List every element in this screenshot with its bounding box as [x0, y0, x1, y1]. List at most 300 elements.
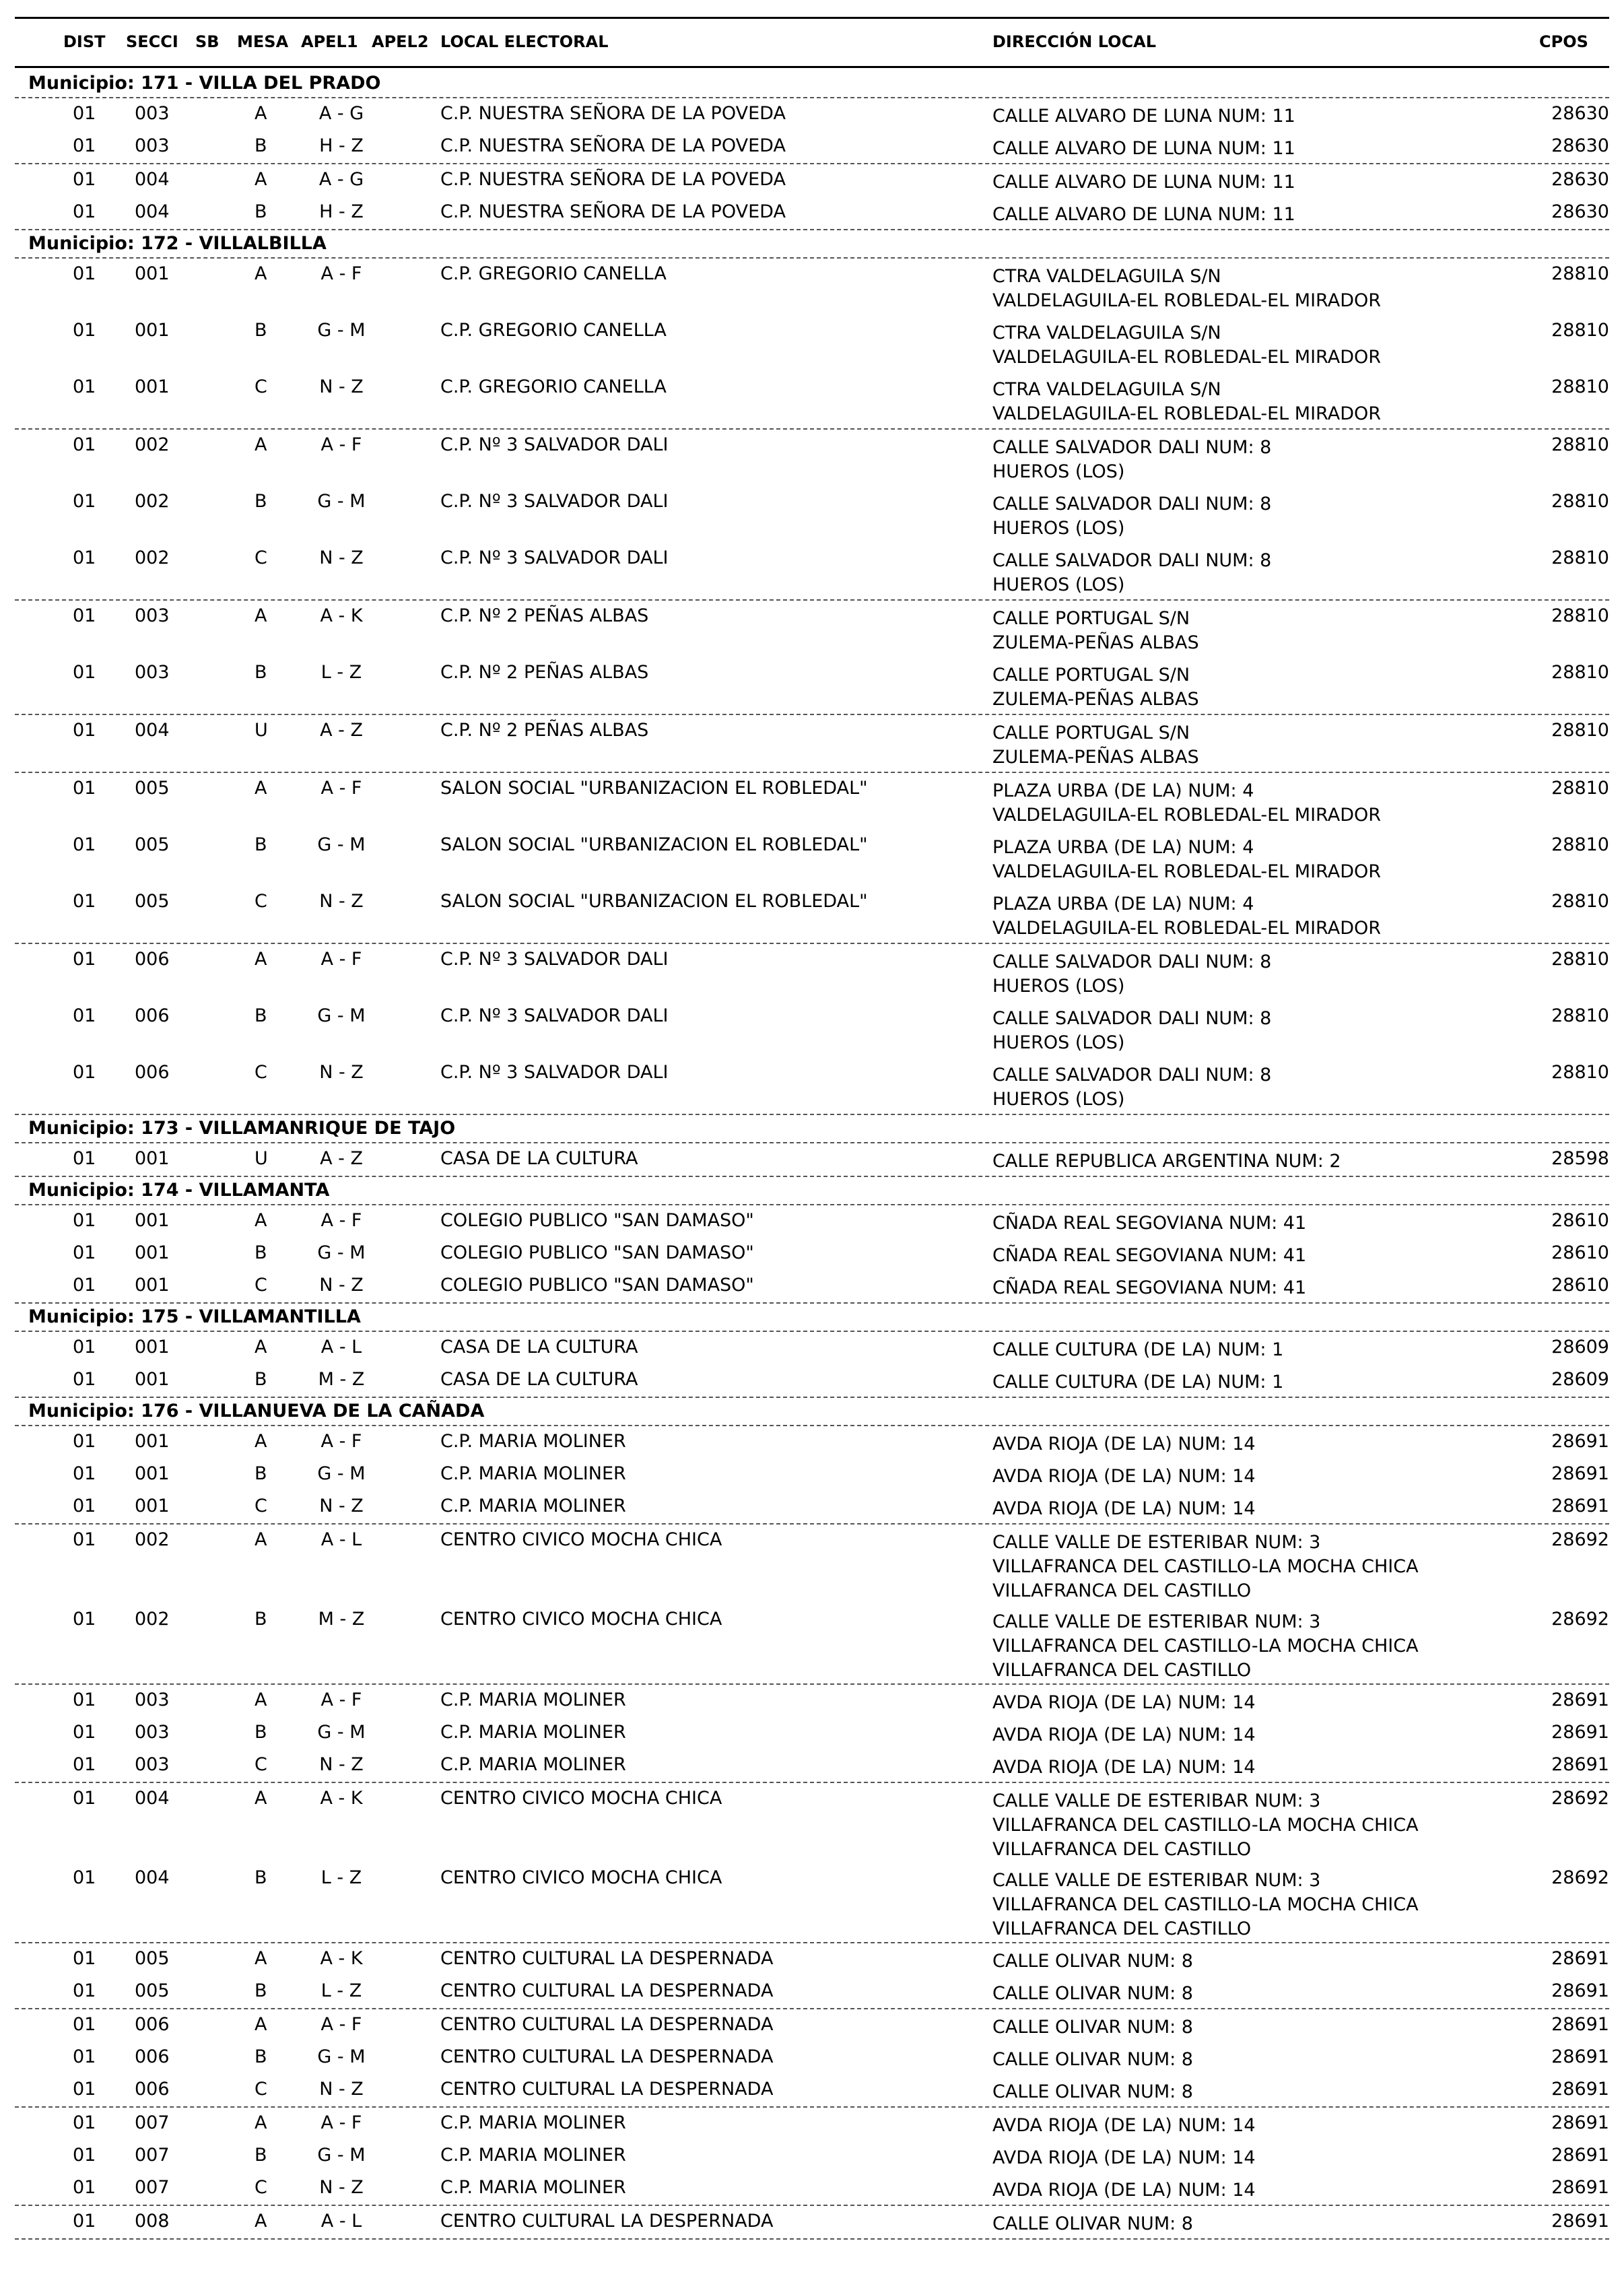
address-line: CALLE OLIVAR NUM: 8: [992, 2017, 1193, 2038]
cell-apel1: N - Z: [319, 1275, 364, 1296]
address-line: VILLAFRANCA DEL CASTILLO: [992, 1580, 1252, 1601]
cell-apel1: G - M: [317, 2145, 366, 2166]
table-row: [15, 372, 1609, 428]
address-line: HUEROS (LOS): [992, 518, 1125, 539]
cell-cpos: 28692: [1551, 1609, 1609, 1630]
cell-dist: 01: [73, 2177, 96, 2198]
municipio-heading: Municipio: 171 - VILLA DEL PRADO: [15, 70, 1609, 98]
cell-direccion-local: [992, 170, 1295, 195]
address-line: CALLE ALVARO DE LUNA NUM: 11: [992, 106, 1295, 127]
cell-apel1: A - L: [320, 2211, 362, 2232]
address-line: VILLAFRANCA DEL CASTILLO: [992, 1839, 1252, 1860]
cell-mesa: B: [255, 2046, 267, 2067]
cell-local-electoral: C.P. MARIA MOLINER: [440, 1754, 626, 1775]
municipio-heading: Municipio: 173 - VILLAMANRIQUE DE TAJO: [15, 1115, 1609, 1143]
cell-apel1: A - F: [320, 2014, 362, 2035]
address-line: CALLE VALLE DE ESTERIBAR NUM: 3: [992, 1532, 1321, 1553]
cell-direccion-local: [992, 1244, 1306, 1268]
cell-mesa: A: [255, 263, 267, 284]
cell-mesa: A: [255, 434, 267, 455]
header-local-electoral: LOCAL ELECTORAL: [440, 32, 609, 51]
table-row: [15, 1459, 1609, 1491]
cell-direccion-local: [992, 2048, 1193, 2072]
address-line: AVDA RIOJA (DE LA) NUM: 14: [992, 2180, 1256, 2201]
address-line: CÑADA REAL SEGOVIANA NUM: 41: [992, 1213, 1307, 1234]
cell-direccion-local: [992, 1276, 1306, 1300]
cell-dist: 01: [73, 1242, 96, 1263]
cell-secci: 001: [135, 1496, 170, 1516]
cell-direccion-local: [992, 1370, 1283, 1395]
section-group: [15, 1525, 1609, 1685]
cell-cpos: 28610: [1551, 1210, 1609, 1231]
header-secci: SECCI: [126, 32, 178, 51]
table-row: [15, 1685, 1609, 1717]
table-row: [15, 1525, 1609, 1604]
cell-local-electoral: C.P. Nº 2 PEÑAS ALBAS: [440, 605, 649, 626]
cell-dist: 01: [73, 2145, 96, 2166]
cell-apel1: A - G: [318, 103, 364, 124]
table-row: [15, 715, 1609, 772]
cell-mesa: B: [255, 320, 267, 341]
cell-cpos: 28691: [1551, 1689, 1609, 1710]
address-line: AVDA RIOJA (DE LA) NUM: 14: [992, 1725, 1256, 1745]
cell-secci: 002: [135, 1529, 170, 1550]
cell-mesa: A: [255, 1689, 267, 1710]
cell-secci: 007: [135, 2112, 170, 2133]
header-sb: SB: [195, 32, 219, 51]
cell-apel1: A - K: [320, 605, 363, 626]
cell-secci: 002: [135, 1609, 170, 1630]
cell-dist: 01: [73, 1689, 96, 1710]
cell-local-electoral: CASA DE LA CULTURA: [440, 1148, 638, 1169]
cell-mesa: B: [255, 2145, 267, 2166]
cell-dist: 01: [73, 547, 96, 568]
cell-local-electoral: C.P. MARIA MOLINER: [440, 1496, 626, 1516]
cell-apel1: A - K: [320, 1788, 363, 1809]
cell-direccion-local: [992, 607, 1199, 655]
cell-dist: 01: [73, 1275, 96, 1296]
table-row: [15, 1604, 1609, 1683]
address-line: AVDA RIOJA (DE LA) NUM: 14: [992, 2147, 1256, 2168]
cell-dist: 01: [73, 1867, 96, 1888]
address-line: VILLAFRANCA DEL CASTILLO-LA MOCHA CHICA: [992, 1636, 1419, 1656]
cell-cpos: 28691: [1551, 1722, 1609, 1743]
cell-secci: 001: [135, 1148, 170, 1169]
cell-direccion-local: [992, 2212, 1193, 2236]
table-row: [15, 2009, 1609, 2042]
cell-local-electoral: C.P. NUESTRA SEÑORA DE LA POVEDA: [440, 135, 786, 156]
table-row: [15, 486, 1609, 543]
cell-cpos: 28630: [1551, 103, 1609, 124]
address-line: VILLAFRANCA DEL CASTILLO-LA MOCHA CHICA: [992, 1815, 1419, 1836]
table-row: [15, 1749, 1609, 1782]
cell-cpos: 28691: [1551, 1754, 1609, 1775]
cell-apel1: N - Z: [319, 2177, 364, 2198]
section-group: [15, 2206, 1609, 2240]
cell-cpos: 28609: [1551, 1369, 1609, 1390]
cell-local-electoral: COLEGIO PUBLICO "SAN DAMASO": [440, 1275, 754, 1296]
cell-direccion-local: [992, 1869, 1419, 1941]
cell-apel1: N - Z: [319, 891, 364, 912]
cell-cpos: 28810: [1551, 662, 1609, 683]
cell-secci: 004: [135, 169, 170, 190]
section-group: [15, 944, 1609, 1115]
cell-mesa: C: [255, 2079, 267, 2100]
cell-mesa: B: [255, 1369, 267, 1390]
cell-apel1: A - F: [320, 1431, 362, 1452]
municipio-heading: Municipio: 176 - VILLANUEVA DE LA CAÑADA: [15, 1398, 1609, 1426]
cell-secci: 005: [135, 891, 170, 912]
section-group: [15, 601, 1609, 715]
table-row: [15, 2140, 1609, 2172]
address-line: CÑADA REAL SEGOVIANA NUM: 41: [992, 1245, 1307, 1266]
address-line: CÑADA REAL SEGOVIANA NUM: 41: [992, 1277, 1307, 1298]
cell-cpos: 28598: [1551, 1148, 1609, 1169]
cell-mesa: B: [255, 1463, 267, 1484]
section-group: [15, 1143, 1609, 1177]
table-row: [15, 2108, 1609, 2140]
cell-apel1: A - F: [320, 1689, 362, 1710]
cell-secci: 002: [135, 434, 170, 455]
section-group: [15, 773, 1609, 944]
cell-cpos: 28810: [1551, 547, 1609, 568]
cell-cpos: 28810: [1551, 834, 1609, 855]
section-group: [15, 2108, 1609, 2206]
table-row: [15, 315, 1609, 372]
cell-cpos: 28691: [1551, 2211, 1609, 2232]
table-row: [15, 1001, 1609, 1057]
table-row: [15, 773, 1609, 830]
table-row: [15, 164, 1609, 197]
cell-local-electoral: C.P. GREGORIO CANELLA: [440, 320, 667, 341]
section-group: [15, 1205, 1609, 1304]
header-dist: DIST: [63, 32, 106, 51]
section-group: [15, 2009, 1609, 2108]
cell-secci: 006: [135, 2014, 170, 2035]
address-line: CALLE REPUBLICA ARGENTINA NUM: 2: [992, 1151, 1341, 1172]
cell-mesa: B: [255, 1005, 267, 1026]
cell-secci: 004: [135, 1867, 170, 1888]
cell-direccion-local: [992, 2178, 1256, 2203]
cell-secci: 005: [135, 834, 170, 855]
cell-apel1: G - M: [317, 2046, 366, 2067]
cell-local-electoral: SALON SOCIAL "URBANIZACION EL ROBLEDAL": [440, 834, 868, 855]
cell-direccion-local: [992, 1211, 1306, 1236]
cell-secci: 004: [135, 1788, 170, 1809]
address-line: ZULEMA-PEÑAS ALBAS: [992, 689, 1199, 710]
address-line: CTRA VALDELAGUILA S/N: [992, 379, 1221, 400]
cell-dist: 01: [73, 1337, 96, 1358]
cell-secci: 007: [135, 2177, 170, 2198]
cell-direccion-local: [992, 265, 1381, 313]
cell-dist: 01: [73, 1754, 96, 1775]
section-group: [15, 1426, 1609, 1525]
cell-secci: 003: [135, 135, 170, 156]
address-line: HUEROS (LOS): [992, 1089, 1125, 1110]
municipio-heading: Municipio: 174 - VILLAMANTA: [15, 1177, 1609, 1205]
cell-direccion-local: [992, 1982, 1193, 2006]
cell-cpos: 28692: [1551, 1788, 1609, 1809]
cell-local-electoral: SALON SOCIAL "URBANIZACION EL ROBLEDAL": [440, 778, 868, 799]
cell-cpos: 28691: [1551, 2046, 1609, 2067]
address-line: CALLE OLIVAR NUM: 8: [992, 1983, 1193, 2004]
address-line: CALLE OLIVAR NUM: 8: [992, 2049, 1193, 2070]
cell-secci: 005: [135, 778, 170, 799]
cell-apel1: N - Z: [319, 1062, 364, 1083]
cell-dist: 01: [73, 1496, 96, 1516]
cell-secci: 001: [135, 1463, 170, 1484]
cell-direccion-local: [992, 1723, 1256, 1747]
cell-local-electoral: CENTRO CIVICO MOCHA CHICA: [440, 1609, 722, 1630]
cell-cpos: 28810: [1551, 1062, 1609, 1083]
cell-direccion-local: [992, 836, 1381, 884]
cell-local-electoral: C.P. MARIA MOLINER: [440, 1463, 626, 1484]
cell-apel1: M - Z: [318, 1369, 365, 1390]
cell-dist: 01: [73, 1431, 96, 1452]
table-row: [15, 2206, 1609, 2238]
table-row: [15, 2042, 1609, 2074]
cell-apel1: A - F: [320, 263, 362, 284]
cell-secci: 003: [135, 605, 170, 626]
table-row: [15, 1783, 1609, 1863]
cell-dist: 01: [73, 263, 96, 284]
address-line: ZULEMA-PEÑAS ALBAS: [992, 632, 1199, 653]
address-line: AVDA RIOJA (DE LA) NUM: 14: [992, 1757, 1256, 1778]
cell-apel1: M - Z: [318, 1609, 365, 1630]
cell-secci: 001: [135, 1431, 170, 1452]
header-cpos: CPOS: [1539, 32, 1588, 51]
header-mesa: MESA: [237, 32, 289, 51]
cell-apel1: L - Z: [320, 1867, 362, 1888]
cell-dist: 01: [73, 1005, 96, 1026]
cell-apel1: H - Z: [319, 201, 364, 222]
cell-mesa: A: [255, 169, 267, 190]
cell-dist: 01: [73, 605, 96, 626]
cell-dist: 01: [73, 2211, 96, 2232]
cell-local-electoral: CASA DE LA CULTURA: [440, 1369, 638, 1390]
cell-mesa: A: [255, 1431, 267, 1452]
cell-local-electoral: C.P. MARIA MOLINER: [440, 2112, 626, 2133]
cell-local-electoral: CENTRO CIVICO MOCHA CHICA: [440, 1788, 722, 1809]
address-line: CALLE PORTUGAL S/N: [992, 723, 1190, 743]
cell-dist: 01: [73, 891, 96, 912]
cell-direccion-local: [992, 1610, 1419, 1683]
table-row: [15, 2172, 1609, 2205]
cell-secci: 006: [135, 1005, 170, 1026]
address-line: CALLE VALLE DE ESTERIBAR NUM: 3: [992, 1870, 1321, 1891]
address-line: VILLAFRANCA DEL CASTILLO-LA MOCHA CHICA: [992, 1556, 1419, 1577]
table-row: [15, 1057, 1609, 1114]
cell-cpos: 28810: [1551, 949, 1609, 970]
address-line: ZULEMA-PEÑAS ALBAS: [992, 747, 1199, 768]
cell-mesa: A: [255, 2014, 267, 2035]
cell-secci: 008: [135, 2211, 170, 2232]
cell-apel1: N - Z: [319, 547, 364, 568]
cell-secci: 001: [135, 320, 170, 341]
cell-dist: 01: [73, 491, 96, 512]
cell-dist: 01: [73, 662, 96, 683]
cell-cpos: 28691: [1551, 1980, 1609, 2001]
cell-cpos: 28691: [1551, 1948, 1609, 1969]
cell-direccion-local: [992, 321, 1381, 370]
cell-secci: 004: [135, 720, 170, 741]
cell-direccion-local: [992, 436, 1271, 484]
address-line: PLAZA URBA (DE LA) NUM: 4: [992, 894, 1254, 914]
cell-dist: 01: [73, 1788, 96, 1809]
cell-direccion-local: [992, 1497, 1256, 1521]
address-line: CALLE ALVARO DE LUNA NUM: 11: [992, 204, 1295, 225]
table-row: [15, 657, 1609, 714]
cell-local-electoral: C.P. MARIA MOLINER: [440, 1689, 626, 1710]
cell-dist: 01: [73, 103, 96, 124]
header-apel2: APEL2: [372, 32, 429, 51]
cell-secci: 004: [135, 201, 170, 222]
cell-local-electoral: C.P. Nº 3 SALVADOR DALI: [440, 1005, 669, 1026]
cell-mesa: B: [255, 1609, 267, 1630]
cell-direccion-local: [992, 1949, 1193, 1974]
cell-mesa: A: [255, 103, 267, 124]
cell-cpos: 28810: [1551, 320, 1609, 341]
cell-cpos: 28810: [1551, 778, 1609, 799]
cell-direccion-local: [992, 1755, 1256, 1780]
table-row: [15, 131, 1609, 163]
cell-secci: 003: [135, 662, 170, 683]
address-line: VALDELAGUILA-EL ROBLEDAL-EL MIRADOR: [992, 918, 1381, 939]
cell-apel1: G - M: [317, 1242, 366, 1263]
cell-mesa: C: [255, 1062, 267, 1083]
address-line: HUEROS (LOS): [992, 461, 1125, 482]
cell-secci: 003: [135, 1754, 170, 1775]
cell-dist: 01: [73, 2014, 96, 2035]
municipio-heading: Municipio: 172 - VILLALBILLA: [15, 230, 1609, 259]
cell-local-electoral: C.P. GREGORIO CANELLA: [440, 376, 667, 397]
cell-mesa: U: [255, 720, 268, 741]
cell-cpos: 28810: [1551, 434, 1609, 455]
cell-local-electoral: CENTRO CIVICO MOCHA CHICA: [440, 1529, 722, 1550]
section-group: [15, 1332, 1609, 1398]
cell-cpos: 28691: [1551, 1431, 1609, 1452]
table-row: [15, 1426, 1609, 1459]
address-line: AVDA RIOJA (DE LA) NUM: 14: [992, 1498, 1256, 1519]
cell-direccion-local: [992, 104, 1295, 129]
cell-secci: 006: [135, 1062, 170, 1083]
cell-cpos: 28810: [1551, 376, 1609, 397]
cell-direccion-local: [992, 137, 1295, 161]
cell-direccion-local: [992, 1789, 1419, 1862]
cell-mesa: C: [255, 1496, 267, 1516]
cell-local-electoral: CASA DE LA CULTURA: [440, 1337, 638, 1358]
header-direccion-local: DIRECCIÓN LOCAL: [992, 32, 1157, 51]
cell-direccion-local: [992, 1691, 1256, 1715]
address-line: CALLE VALLE DE ESTERIBAR NUM: 3: [992, 1790, 1321, 1811]
cell-direccion-local: [992, 779, 1381, 828]
address-line: VALDELAGUILA-EL ROBLEDAL-EL MIRADOR: [992, 290, 1381, 311]
cell-direccion-local: [992, 1338, 1283, 1362]
cell-dist: 01: [73, 949, 96, 970]
table-row: [15, 944, 1609, 1001]
cell-mesa: C: [255, 1754, 267, 1775]
cell-cpos: 28691: [1551, 2014, 1609, 2035]
cell-mesa: C: [255, 376, 267, 397]
cell-apel1: L - Z: [320, 662, 362, 683]
cell-direccion-local: [992, 2015, 1193, 2040]
cell-cpos: 28692: [1551, 1867, 1609, 1888]
cell-secci: 001: [135, 1275, 170, 1296]
cell-cpos: 28610: [1551, 1242, 1609, 1263]
cell-dist: 01: [73, 1529, 96, 1550]
cell-secci: 003: [135, 103, 170, 124]
section-group: [15, 98, 1609, 164]
cell-apel1: N - Z: [319, 1496, 364, 1516]
address-line: VALDELAGUILA-EL ROBLEDAL-EL MIRADOR: [992, 861, 1381, 882]
cell-apel1: A - F: [320, 949, 362, 970]
cell-cpos: 28691: [1551, 1463, 1609, 1484]
cell-secci: 003: [135, 1722, 170, 1743]
cell-local-electoral: SALON SOCIAL "URBANIZACION EL ROBLEDAL": [440, 891, 868, 912]
cell-dist: 01: [73, 1980, 96, 2001]
cell-mesa: U: [255, 1148, 268, 1169]
cell-dist: 01: [73, 1948, 96, 1969]
cell-cpos: 28810: [1551, 605, 1609, 626]
cell-cpos: 28692: [1551, 1529, 1609, 1550]
table-row: [15, 1238, 1609, 1270]
cell-direccion-local: [992, 950, 1271, 999]
table-row: [15, 1943, 1609, 1976]
cell-cpos: 28691: [1551, 2112, 1609, 2133]
address-line: VALDELAGUILA-EL ROBLEDAL-EL MIRADOR: [992, 403, 1381, 424]
cell-mesa: A: [255, 605, 267, 626]
cell-apel1: N - Z: [319, 2079, 364, 2100]
address-line: HUEROS (LOS): [992, 574, 1125, 595]
cell-local-electoral: CENTRO CULTURAL LA DESPERNADA: [440, 2079, 774, 2100]
cell-cpos: 28810: [1551, 720, 1609, 741]
cell-mesa: A: [255, 1788, 267, 1809]
cell-cpos: 28630: [1551, 201, 1609, 222]
cell-apel1: G - M: [317, 1722, 366, 1743]
cell-direccion-local: [992, 2114, 1256, 2138]
cell-secci: 006: [135, 2079, 170, 2100]
cell-secci: 005: [135, 1980, 170, 2001]
cell-mesa: B: [255, 135, 267, 156]
table-row: [15, 886, 1609, 943]
cell-dist: 01: [73, 1369, 96, 1390]
cell-local-electoral: COLEGIO PUBLICO "SAN DAMASO": [440, 1242, 754, 1263]
cell-secci: 001: [135, 1337, 170, 1358]
cell-dist: 01: [73, 376, 96, 397]
cell-secci: 005: [135, 1948, 170, 1969]
cell-local-electoral: CENTRO CULTURAL LA DESPERNADA: [440, 2046, 774, 2067]
cell-direccion-local: [992, 1063, 1271, 1112]
cell-cpos: 28691: [1551, 1496, 1609, 1516]
table-row: [15, 1364, 1609, 1397]
cell-cpos: 28810: [1551, 891, 1609, 912]
cell-dist: 01: [73, 834, 96, 855]
cell-mesa: C: [255, 2177, 267, 2198]
table-row: [15, 830, 1609, 886]
cell-local-electoral: C.P. Nº 3 SALVADOR DALI: [440, 1062, 669, 1083]
cell-apel1: N - Z: [319, 376, 364, 397]
cell-dist: 01: [73, 434, 96, 455]
cell-secci: 003: [135, 1689, 170, 1710]
table-row: [15, 543, 1609, 599]
address-line: CALLE SALVADOR DALI NUM: 8: [992, 494, 1272, 514]
address-line: VALDELAGUILA-EL ROBLEDAL-EL MIRADOR: [992, 805, 1381, 826]
cell-mesa: B: [255, 1980, 267, 2001]
cell-cpos: 28691: [1551, 2177, 1609, 2198]
cell-local-electoral: C.P. MARIA MOLINER: [440, 2177, 626, 2198]
cell-mesa: B: [255, 662, 267, 683]
cell-secci: 007: [135, 2145, 170, 2166]
